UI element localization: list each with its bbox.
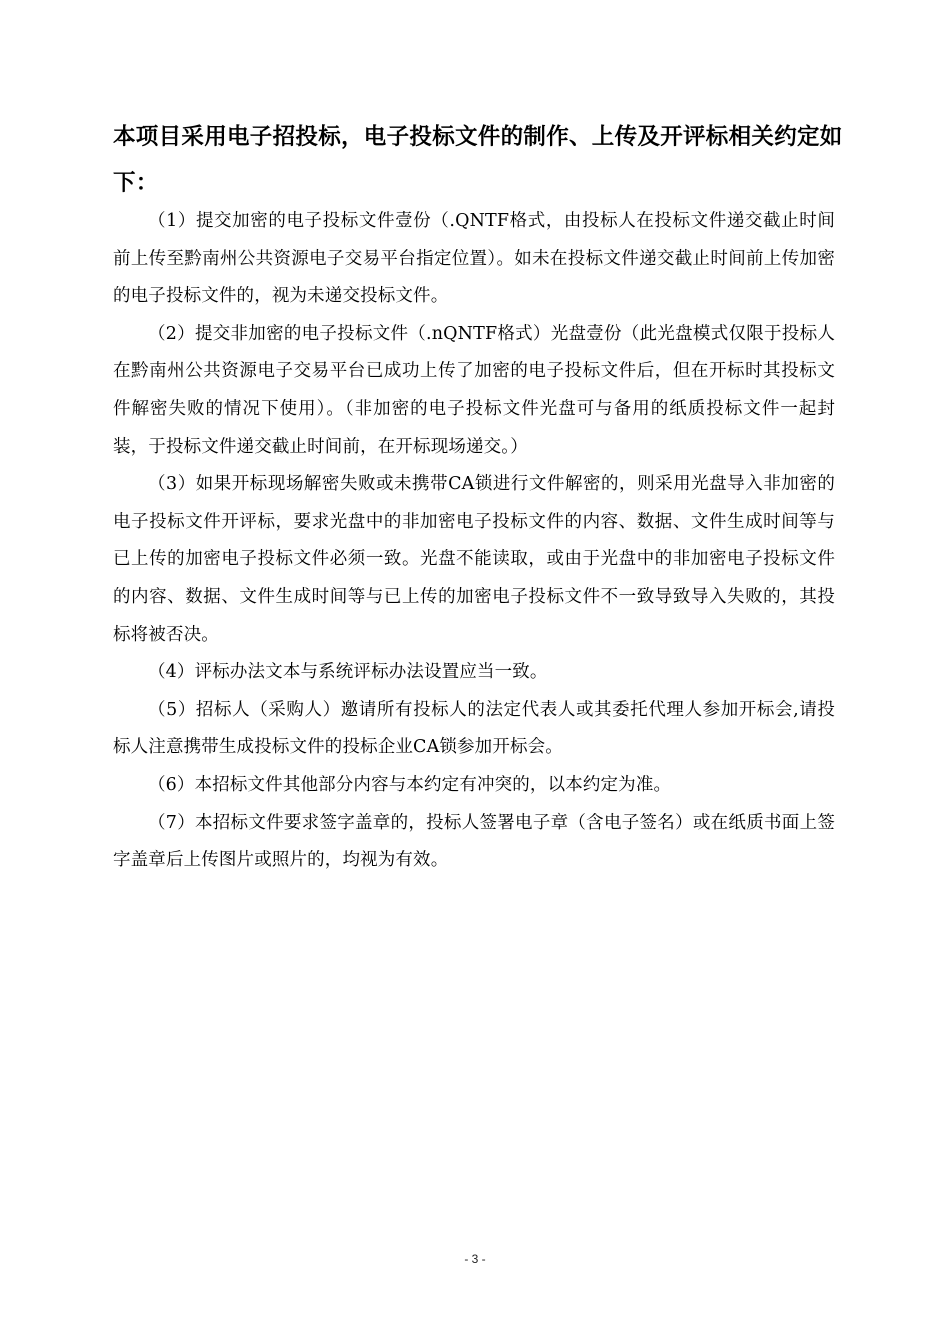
page-number: - 3 - (464, 1252, 486, 1266)
paragraph-2: （2）提交非加密的电子投标文件（.nQNTF格式）光盘壹份（此光盘模式仅限于投标人在黔南州公共资源电子交易平台已成功上传了加密的电子投标文件后，但在开标时其投标文件解密失败的情况下使用）。（非加密的电子投标文件光盘可与备用的纸质投标文件一起封装，于投标文件递交截止时间前，在开标现场递交。） (113, 323, 835, 457)
body-text (113, 203, 835, 880)
paragraph-6: （6）本招标文件其他部分内容与本约定有冲突的，以本约定为准。 (148, 774, 672, 795)
section-heading: 本项目采用电子招投标，电子投标文件的制作、上传及开评标相关约定如下： (113, 124, 843, 196)
paragraph-7: （7）本招标文件要求签字盖章的，投标人签署电子章（含电子签名）或在纸质书面上签字盖章后上传图片或照片的，均视为有效。 (113, 812, 835, 871)
paragraph-1: （1）提交加密的电子投标文件壹份（.QNTF格式，由投标人在投标文件递交截止时间前上传至黔南州公共资源电子交易平台指定位置）。如未在投标文件递交截止时间前上传加密的电子投标文件的，视为未递交投标文件。 (113, 211, 835, 307)
paragraph-3: （3）如果开标现场解密失败或未携带CA锁进行文件解密的，则采用光盘导入非加密的电子投标文件开评标，要求光盘中的非加密电子投标文件的内容、数据、文件生成时间等与已上传的加密电子投标文件必须一致。光盘不能读取，或由于光盘中的非加密电子投标文件的内容、数据、文件生成时间等与已上传的加密电子投标文件不一致导致导入失败的，其投标将被否决。 (113, 474, 835, 645)
paragraph-4: （4）评标办法文本与系统评标办法设置应当一致。 (148, 662, 548, 683)
paragraph-5: （5）招标人（采购人）邀请所有投标人的法定代表人或其委托代理人参加开标会,请投标人注意携带生成投标文件的投标企业CA锁参加开标会。 (113, 699, 835, 758)
